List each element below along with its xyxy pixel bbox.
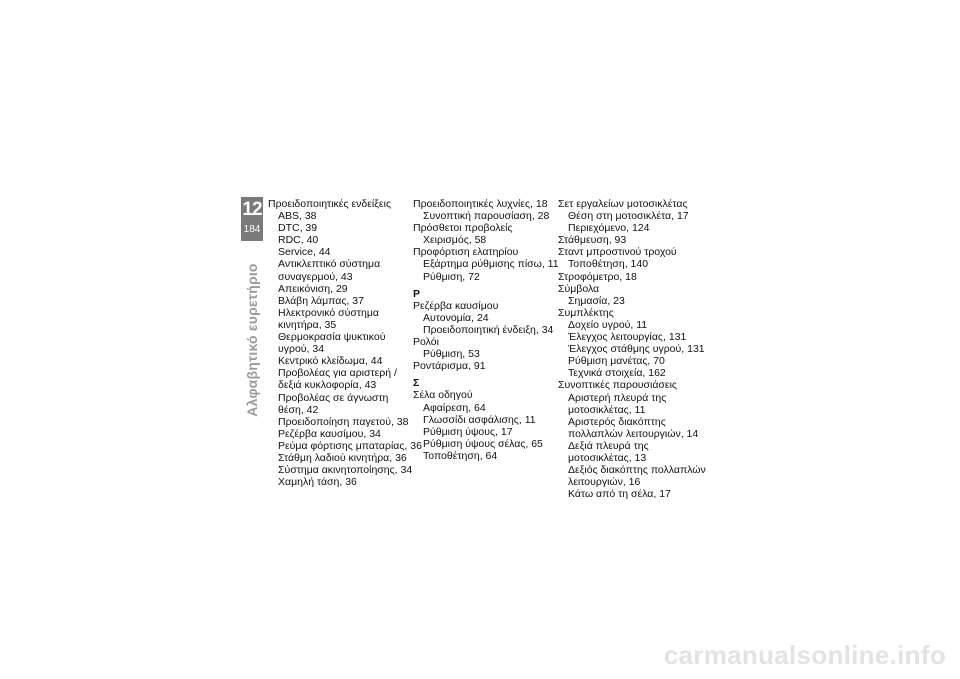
index-subentry: Συνοπτική παρουσίαση, 28: [423, 210, 550, 223]
index-entry: Στάθμευση, 93: [558, 234, 627, 247]
index-entry: Προειδοποιητικές λυχνίες, 18: [413, 198, 548, 210]
index-entry: Ρεζέρβα καυσίμου: [413, 299, 499, 312]
index-subentry: Προειδοποίηση παγετού, 38: [278, 415, 409, 428]
index-subentry: Κάτω από τη σέλα, 17: [568, 488, 671, 501]
index-entry: Σταντ μπροστινού τροχού: [558, 246, 677, 259]
index-entry: Σετ εργαλείων μοτοσικλέτας: [558, 198, 688, 210]
index-subentry: Προειδοποιητική ένδειξη, 34: [423, 323, 554, 336]
index-subentry: ABS, 38: [278, 210, 317, 223]
index-subentry: θέση, 42: [278, 403, 319, 416]
index-subentry: Κεντρικό κλείδωμα, 44: [278, 355, 383, 368]
index-subentry: Ρύθμιση μανέτας, 70: [568, 355, 665, 368]
index-subentry: Τοποθέτηση, 64: [423, 449, 498, 462]
chapter-badge: [241, 197, 263, 241]
index-subentry: Θερμοκρασία ψυκτικού: [278, 331, 386, 344]
index-subentry: Βλάβη λάμπας, 37: [278, 294, 364, 307]
index-subentry: Χειρισμός, 58: [423, 234, 487, 247]
index-entry: Ρολόι: [413, 336, 439, 349]
index-subentry: RDC, 40: [278, 234, 319, 247]
index-subentry: Αριστερή πλευρά της: [568, 391, 667, 404]
index-subentry: Ηλεκτρονικό σύστημα: [278, 306, 379, 319]
index-subentry: Δοχείο υγρού, 11: [568, 318, 648, 331]
chapter-number: 12: [242, 199, 262, 220]
index-subentry: Περιεχόμενο, 124: [568, 222, 650, 235]
index-subentry: Σημασία, 23: [568, 294, 625, 307]
index-column-3: [558, 198, 706, 500]
index-subentry: Δεξιά πλευρά της: [568, 439, 649, 452]
index-subentry: συναγερμού, 43: [278, 270, 353, 283]
index-subentry: Χαμηλή τάση, 36: [278, 476, 357, 489]
index-entry: Προφόρτιση ελατηρίου: [413, 246, 519, 259]
index-subentry: Θέση στη μοτοσικλέτα, 17: [568, 210, 689, 223]
watermark: carmanualsonline.info: [663, 640, 946, 670]
index-subentry: Ρεζέρβα καυσίμου, 34: [278, 427, 381, 440]
index-subentry: Ρεύμα φόρτισης μπαταρίας, 36: [278, 439, 422, 452]
index-subentry: Απεικόνιση, 29: [278, 282, 348, 295]
index-entry: Σέλα οδηγού: [413, 389, 473, 402]
index-subentry: Σύστημα ακινητοποίησης, 34: [278, 464, 413, 477]
index-subentry: Γλωσσίδι ασφάλισης, 11: [423, 413, 536, 426]
index-subentry: Τεχνικά στοιχεία, 162: [568, 367, 666, 380]
index-subentry: Αυτονομία, 24: [423, 311, 489, 324]
index-subentry: κινητήρα, 35: [278, 318, 337, 331]
index-entry: Συνοπτικές παρουσιάσεις: [558, 379, 677, 392]
index-entry: Σύμβολα: [558, 282, 600, 295]
index-subentry: πολλαπλών λειτουργιών, 14: [568, 427, 699, 440]
index-column-1: [268, 198, 422, 488]
index-subentry: Αφαίρεση, 64: [423, 401, 486, 414]
side-title-text: Αλφαβητικό ευρετήριο: [244, 263, 260, 417]
index-subentry: μοτοσικλέτας, 11: [568, 403, 646, 416]
index-subentry: Έλεγχος στάθμης υγρού, 131: [568, 343, 705, 356]
index-subentry: Αντικλεπτικό σύστημα: [278, 258, 381, 271]
index-entry: Συμπλέκτης: [558, 306, 614, 319]
index-subentry: Ρύθμιση ύψους σέλας, 65: [423, 437, 543, 450]
index-subentry: Στάθμη λαδιού κινητήρα, 36: [278, 451, 407, 464]
index-subentry: Εξάρτημα ρύθμισης πίσω, 11: [423, 258, 559, 271]
index-subentry: DTC, 39: [278, 222, 318, 235]
index-letter-heading: Ρ: [413, 287, 421, 300]
index-subentry: Έλεγχος λειτουργίας, 131: [568, 331, 687, 344]
index-subentry: λειτουργιών, 16: [568, 476, 641, 489]
index-subentry: Ρύθμιση, 53: [423, 348, 480, 361]
index-subentry: Δεξιός διακόπτης πολλαπλών: [568, 464, 706, 477]
index-subentry: δεξιά κυκλοφορία, 43: [278, 379, 377, 392]
index-entry: Ροντάρισμα, 91: [413, 360, 486, 373]
index-subentry: Service, 44: [278, 246, 331, 259]
index-subentry: Προβολέας για αριστερή /: [278, 367, 397, 380]
index-entry: Πρόσθετοι προβολείς: [413, 222, 513, 235]
index-subentry: Αριστερός διακόπτης: [568, 415, 666, 428]
index-subentry: Ρύθμιση, 72: [423, 270, 480, 283]
index-column-2: [413, 198, 559, 462]
index-subentry: μοτοσικλέτας, 13: [568, 451, 647, 464]
page-number: 184: [243, 224, 261, 235]
index-subentry: υγρού, 34: [278, 343, 325, 356]
index-entry: Στροφόμετρο, 18: [558, 270, 637, 283]
index-subentry: Προβολέας σε άγνωστη: [278, 391, 389, 404]
index-letter-heading: Σ: [413, 377, 420, 390]
index-subentry: Ρύθμιση ύψους, 17: [423, 425, 513, 438]
index-entry: Προειδοποιητικές ενδείξεις: [268, 198, 392, 210]
index-subentry: Τοποθέτηση, 140: [568, 258, 649, 271]
